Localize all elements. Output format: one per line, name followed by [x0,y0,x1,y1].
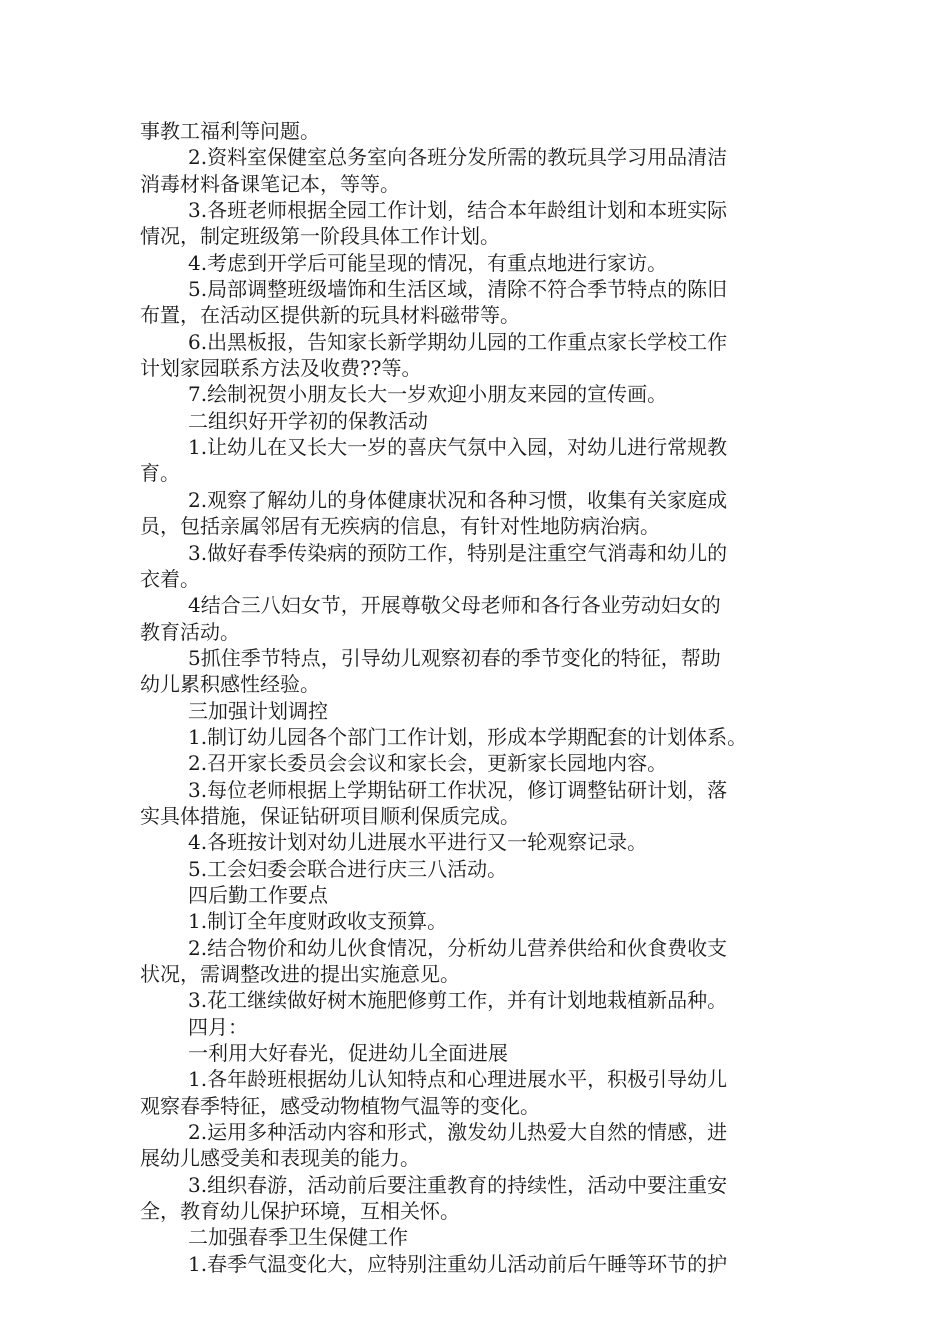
text-line: 3.每位老师根据上学期钻研工作状况，修订调整钻研计划，落 [188,777,728,802]
text-line: 观察春季特征，感受动物植物气温等的变化。 [140,1093,540,1118]
text-line: 布置，在活动区提供新的玩具材料磁带等。 [140,303,520,328]
text-line: 2.结合物价和幼儿伙食情况，分析幼儿营养供给和伙食费收支 [188,935,728,960]
text-line: 3.做好春季传染病的预防工作，特别是注重空气消毒和幼儿的 [188,540,728,565]
text-line: 二组织好开学初的保教活动 [188,408,428,433]
text-line: 5.工会妇委会联合进行庆三八活动。 [188,856,508,881]
text-line: 一利用大好春光，促进幼儿全面进展 [188,1041,508,1066]
text-line: 展幼儿感受美和表现美的能力。 [140,1146,420,1171]
text-line: 1.制订全年度财政收支预算。 [188,909,448,934]
text-line: 消毒材料备课笔记本，等等。 [140,171,400,196]
text-line: 三加强计划调控 [188,698,328,723]
text-line: 4.考虑到开学后可能呈现的情况，有重点地进行家访。 [188,250,668,275]
text-line: 4结合三八妇女节，开展尊敬父母老师和各行各业劳动妇女的 [188,593,721,618]
text-line: 全，教育幼儿保护环境，互相关怀。 [140,1199,460,1224]
text-line: 育。 [140,461,180,486]
text-line: 1.制订幼儿园各个部门工作计划，形成本学期配套的计划体系。 [188,724,748,749]
text-line: 3.各班老师根据全园工作计划，结合本年龄组计划和本班实际 [188,198,728,223]
text-line: 2.运用多种活动内容和形式，激发幼儿热爱大自然的情感，进 [188,1120,728,1145]
text-line: 2.资料室保健室总务室向各班分发所需的教玩具学习用品清洁 [188,145,728,170]
text-line: 1.让幼儿在又长大一岁的喜庆气氛中入园，对幼儿进行常规教 [188,435,728,460]
text-line: 1.春季气温变化大，应特别注重幼儿活动前后午睡等环节的护 [188,1251,728,1276]
text-line: 衣着。 [140,566,200,591]
text-line: 教育活动。 [140,619,240,644]
text-line: 2.召开家长委员会会议和家长会，更新家长园地内容。 [188,751,668,776]
text-line: 情况，制定班级第一阶段具体工作计划。 [140,224,500,249]
text-line: 3.花工继续做好树木施肥修剪工作，并有计划地栽植新品种。 [188,988,728,1013]
text-line: 7.绘制祝贺小朋友长大一岁欢迎小朋友来园的宣传画。 [188,382,668,407]
text-line: 5.局部调整班级墙饰和生活区域，清除不符合季节特点的陈旧 [188,277,728,302]
text-line: 四月： [188,1014,248,1039]
text-line: 5抓住季节特点，引导幼儿观察初春的季节变化的特征，帮助 [188,645,721,670]
text-line: 事教工福利等问题。 [140,119,320,143]
text-line: 1.各年龄班根据幼儿认知特点和心理进展水平，积极引导幼儿 [188,1067,728,1092]
text-line: 4.各班按计划对幼儿进展水平进行又一轮观察记录。 [188,830,648,855]
text-line: 2.观察了解幼儿的身体健康状况和各种习惯，收集有关家庭成 [188,487,728,512]
text-line: 员，包括亲属邻居有无疾病的信息，有针对性地防病治病。 [140,514,660,539]
text-line: 幼儿累积感性经验。 [140,672,320,697]
text-line: 实具体措施，保证钻研项目顺利保质完成。 [140,803,520,828]
text-line: 6.出黑板报，告知家长新学期幼儿园的工作重点家长学校工作 [188,329,728,354]
text-line: 3.组织春游，活动前后要注重教育的持续性，活动中要注重安 [188,1172,728,1197]
document-page [140,118,812,1277]
text-line: 二加强春季卫生保健工作 [188,1225,408,1250]
text-line: 四后勤工作要点 [188,882,328,907]
text-line: 计划家园联系方法及收费??等。 [140,356,422,381]
text-line: 状况，需调整改进的提出实施意见。 [140,962,460,986]
